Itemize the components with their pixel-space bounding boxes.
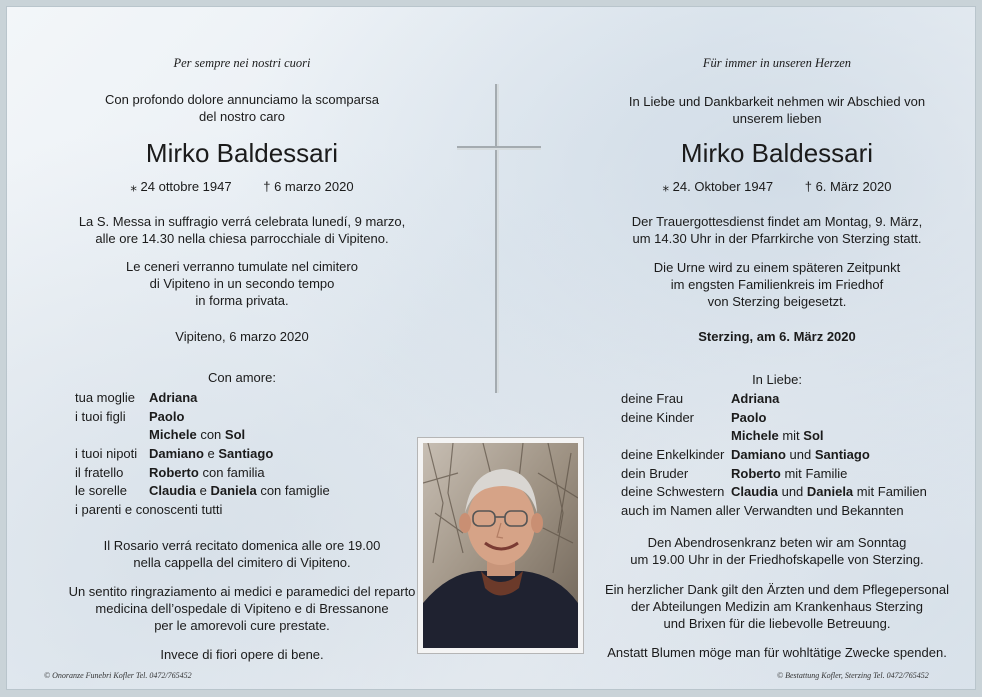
- german-intro-line-2: unserem lieben: [732, 111, 822, 126]
- obituary-card: [6, 6, 976, 690]
- german-birth-date: ⁎ 24. Oktober 1947: [662, 179, 774, 194]
- german-rosary-line-1: Den Abendrosenkranz beten wir am Sonntag: [647, 535, 907, 550]
- cross-horizontal-bar: [457, 146, 541, 148]
- italian-deceased-name: Mirko Baldessari: [145, 138, 339, 168]
- italian-thanks-line-3: per le amorevoli cure prestate.: [154, 618, 330, 633]
- family-member: Claudia und Daniela mit Familien: [731, 484, 927, 500]
- italian-thanks-line-1: Un sentito ringraziamento ai medici e paramedici del reparto: [68, 584, 416, 599]
- german-mass-line-2: um 14.30 Uhr in der Pfarrkirche von Sterzing statt.: [632, 231, 922, 246]
- italian-burial-line-1: Le ceneri verranno tumulate nel cimitero: [126, 259, 358, 274]
- italian-motto: Per sempre nei nostri cuori: [173, 56, 311, 70]
- italian-flowers-note: Invece di fiori opere di bene.: [160, 647, 324, 662]
- family-row: [621, 390, 971, 409]
- family-row: [621, 465, 971, 484]
- family-relation: deine Enkelkinder: [621, 447, 725, 463]
- german-thanks-line-3: und Brixen für die liebevolle Betreuung.: [663, 616, 891, 631]
- german-thanks-line-2: der Abteilungen Medizin am Krankenhaus Sterzing: [631, 599, 923, 614]
- family-row: [621, 409, 971, 428]
- italian-footer-credit: © Onoranze Funebri Kofler Tel. 0472/765452: [44, 671, 192, 680]
- italian-rosary-line-1: Il Rosario verrá recitato domenica alle ore 19.00: [103, 538, 381, 553]
- family-row: [621, 446, 971, 465]
- german-burial-line-1: Die Urne wird zu einem späteren Zeitpunkt: [653, 260, 901, 275]
- family-row: [75, 445, 415, 464]
- family-member: Michele mit Sol: [731, 428, 824, 444]
- family-member: Adriana: [149, 390, 198, 405]
- cross-vertical-bar: [495, 84, 497, 393]
- family-relation: dein Bruder: [621, 465, 689, 481]
- italian-birth-date: ⁎ 24 ottobre 1947: [130, 179, 232, 194]
- italian-mass-line-2: alle ore 14.30 nella chiesa parrocchiale di Vipiteno.: [95, 231, 389, 246]
- german-flowers-note: Anstatt Blumen möge man für wohltätige Zwecke spenden.: [607, 645, 947, 660]
- italian-mass-line-1: La S. Messa in suffragio verrá celebrata lunedí, 9 marzo,: [78, 214, 406, 229]
- italian-burial-line-3: in forma privata.: [195, 293, 289, 308]
- family-row: [75, 389, 415, 408]
- family-row: [621, 427, 971, 446]
- portrait-photo-frame: [417, 437, 584, 654]
- german-dates: [592, 178, 962, 196]
- family-row: [75, 408, 415, 427]
- portrait-photo-image: [423, 443, 578, 648]
- family-relation: i parenti e conoscenti tutti: [75, 502, 223, 518]
- italian-intro-line-1: Con profondo dolore annunciamo la scomparsa: [105, 92, 379, 107]
- italian-rosary-line-2: nella cappella del cimitero di Vipiteno.: [133, 555, 351, 570]
- italian-column: [47, 7, 437, 687]
- family-member: Claudia e Daniela con famiglie: [149, 483, 330, 499]
- italian-burial-line-2: di Vipiteno in un secondo tempo: [149, 276, 335, 291]
- italian-intro-line-2: del nostro caro: [199, 109, 285, 124]
- family-member: Adriana: [731, 391, 780, 406]
- family-relation: deine Kinder: [621, 409, 694, 425]
- german-family-list: [621, 390, 971, 521]
- family-member: Paolo: [149, 408, 185, 424]
- italian-death-date: † 6 marzo 2020: [263, 179, 354, 194]
- family-member: Damiano e Santiago: [149, 446, 274, 462]
- family-relation: auch im Namen aller Verwandten und Bekannten: [621, 503, 904, 519]
- family-relation: i tuoi nipoti: [75, 446, 138, 462]
- german-mass-line-1: Der Trauergottesdienst findet am Montag, 9. März,: [631, 214, 923, 229]
- family-member: Roberto con familia: [149, 464, 265, 480]
- german-with-love: In Liebe:: [752, 372, 802, 387]
- family-row: [75, 501, 415, 520]
- family-row: [75, 426, 415, 445]
- portrait-photo: [423, 443, 578, 648]
- german-motto: Für immer in unseren Herzen: [702, 56, 852, 70]
- german-thanks-line-1: Ein herzlicher Dank gilt den Ärzten und dem Pflegepersonal: [605, 582, 949, 597]
- italian-family-list: [75, 389, 415, 520]
- german-rosary-line-2: um 19.00 Uhr in der Friedhofskapelle von Sterzing.: [630, 552, 924, 567]
- family-row: [621, 483, 971, 502]
- family-relation: tua moglie: [75, 390, 135, 405]
- italian-thanks-line-2: medicina dell’ospedale di Vipiteno e di Bressanone: [95, 601, 389, 616]
- family-relation: deine Schwestern: [621, 484, 725, 500]
- italian-with-love: Con amore:: [208, 370, 276, 385]
- family-member: Roberto mit Familie: [731, 465, 848, 481]
- family-relation: il fratello: [75, 464, 124, 480]
- family-relation: le sorelle: [75, 483, 128, 499]
- family-relation: deine Frau: [621, 391, 684, 406]
- german-burial-line-2: im engsten Familienkreis im Friedhof: [670, 277, 884, 292]
- family-member: Michele con Sol: [149, 427, 246, 443]
- family-row: [75, 464, 415, 483]
- german-deceased-name: Mirko Baldessari: [680, 138, 874, 168]
- german-footer-credit: © Bestattung Kofler, Sterzing Tel. 0472/765452: [777, 671, 929, 680]
- german-column: [592, 7, 962, 687]
- german-death-date: † 6. März 2020: [804, 179, 892, 194]
- german-place-date: Sterzing, am 6. März 2020: [698, 329, 856, 344]
- italian-dates: [47, 178, 437, 196]
- german-intro-line-1: In Liebe und Dankbarkeit nehmen wir Abschied von: [628, 94, 926, 109]
- italian-place-date: Vipiteno, 6 marzo 2020: [175, 329, 309, 344]
- german-burial-line-3: von Sterzing beigesetzt.: [707, 294, 847, 309]
- family-member: Damiano und Santiago: [731, 447, 870, 463]
- family-relation: i tuoi figli: [75, 408, 126, 424]
- family-row: [75, 482, 415, 501]
- family-member: Paolo: [731, 409, 767, 425]
- family-row: [621, 502, 971, 521]
